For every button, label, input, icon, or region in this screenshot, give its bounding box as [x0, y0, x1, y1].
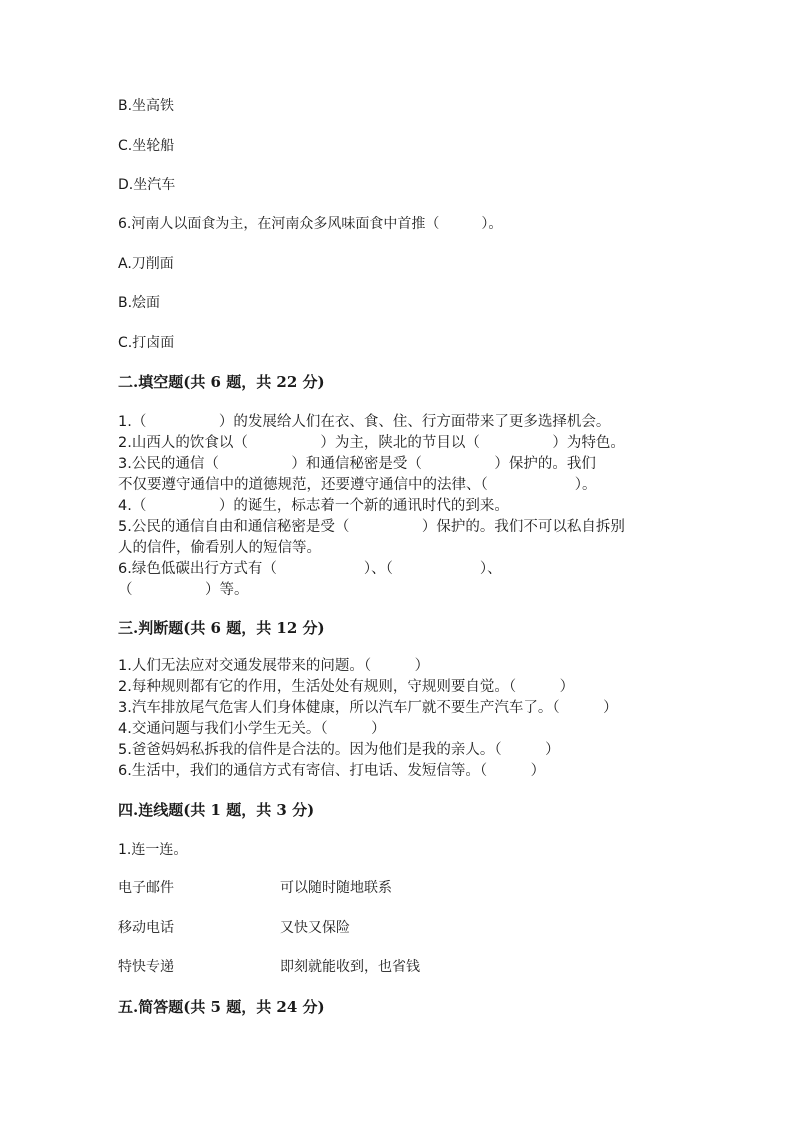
short-heading: 五.简答题(共 5 题，共 24 分) [118, 998, 325, 1016]
judge-line-3: 3.汽车排放尾气危害人们身体健康，所以汽车厂就不要生产汽车了。（ ） [118, 700, 618, 716]
q6-option-b: B.烩面 [118, 295, 161, 311]
fill-line-2: 2.山西人的饮食以（ ）为主，陕北的节目以（ ）为特色。 [118, 435, 625, 451]
fill-line-7: 人的信件，偷看别人的短信等。 [118, 540, 321, 556]
match-right-1: 可以随时随地联系 [280, 880, 392, 896]
judge-line-5: 5.爸爸妈妈私拆我的信件是合法的。因为他们是我的亲人。（ ） [118, 742, 560, 758]
fill-line-9: （ ）等。 [118, 582, 249, 598]
fill-line-5: 4.（ ）的诞生，标志着一个新的通讯时代的到来。 [118, 498, 509, 514]
judge-line-2: 2.每种规则都有它的作用，生活处处有规则，守规则要自觉。（ ） [118, 679, 575, 695]
fill-heading: 二.填空题(共 6 题，共 22 分) [118, 373, 325, 391]
judge-line-1: 1.人们无法应对交通发展带来的问题。（ ） [118, 658, 430, 674]
match-heading: 四.连线题(共 1 题，共 3 分) [118, 801, 315, 819]
q6-option-a: A.刀削面 [118, 256, 174, 272]
match-right-3: 即刻就能收到，也省钱 [280, 959, 420, 975]
fill-line-6: 5.公民的通信自由和通信秘密是受（ ）保护的。我们不可以私自拆别 [118, 519, 625, 535]
q5-option-b: B.坐高铁 [118, 98, 175, 114]
q6-stem: 6.河南人以面食为主，在河南众多风味面食中首推（ ）。 [118, 216, 503, 232]
judge-line-6: 6.生活中，我们的通信方式有寄信、打电话、发短信等。（ ） [118, 763, 546, 779]
fill-line-8: 6.绿色低碳出行方式有（ ）、（ ）、 [118, 561, 502, 577]
match-right-2: 又快又保险 [280, 920, 350, 936]
fill-line-1: 1.（ ）的发展给人们在衣、食、住、行方面带来了更多选择机会。 [118, 414, 611, 430]
q5-option-d: D.坐汽车 [118, 177, 176, 193]
match-left-3: 特快专递 [118, 959, 174, 975]
judge-heading: 三.判断题(共 6 题，共 12 分) [118, 619, 325, 637]
fill-line-4: 不仅要遵守通信中的道德规范，还要遵守通信中的法律、（ ）。 [118, 477, 597, 493]
q5-option-c: C.坐轮船 [118, 138, 175, 154]
judge-line-4: 4.交通问题与我们小学生无关。（ ） [118, 721, 386, 737]
fill-line-3: 3.公民的通信（ ）和通信秘密是受（ ）保护的。我们 [118, 456, 596, 472]
match-left-2: 移动电话 [118, 920, 174, 936]
match-left-1: 电子邮件 [118, 880, 174, 896]
match-stem: 1.连一连。 [118, 842, 188, 858]
q6-option-c: C.打卤面 [118, 335, 175, 351]
